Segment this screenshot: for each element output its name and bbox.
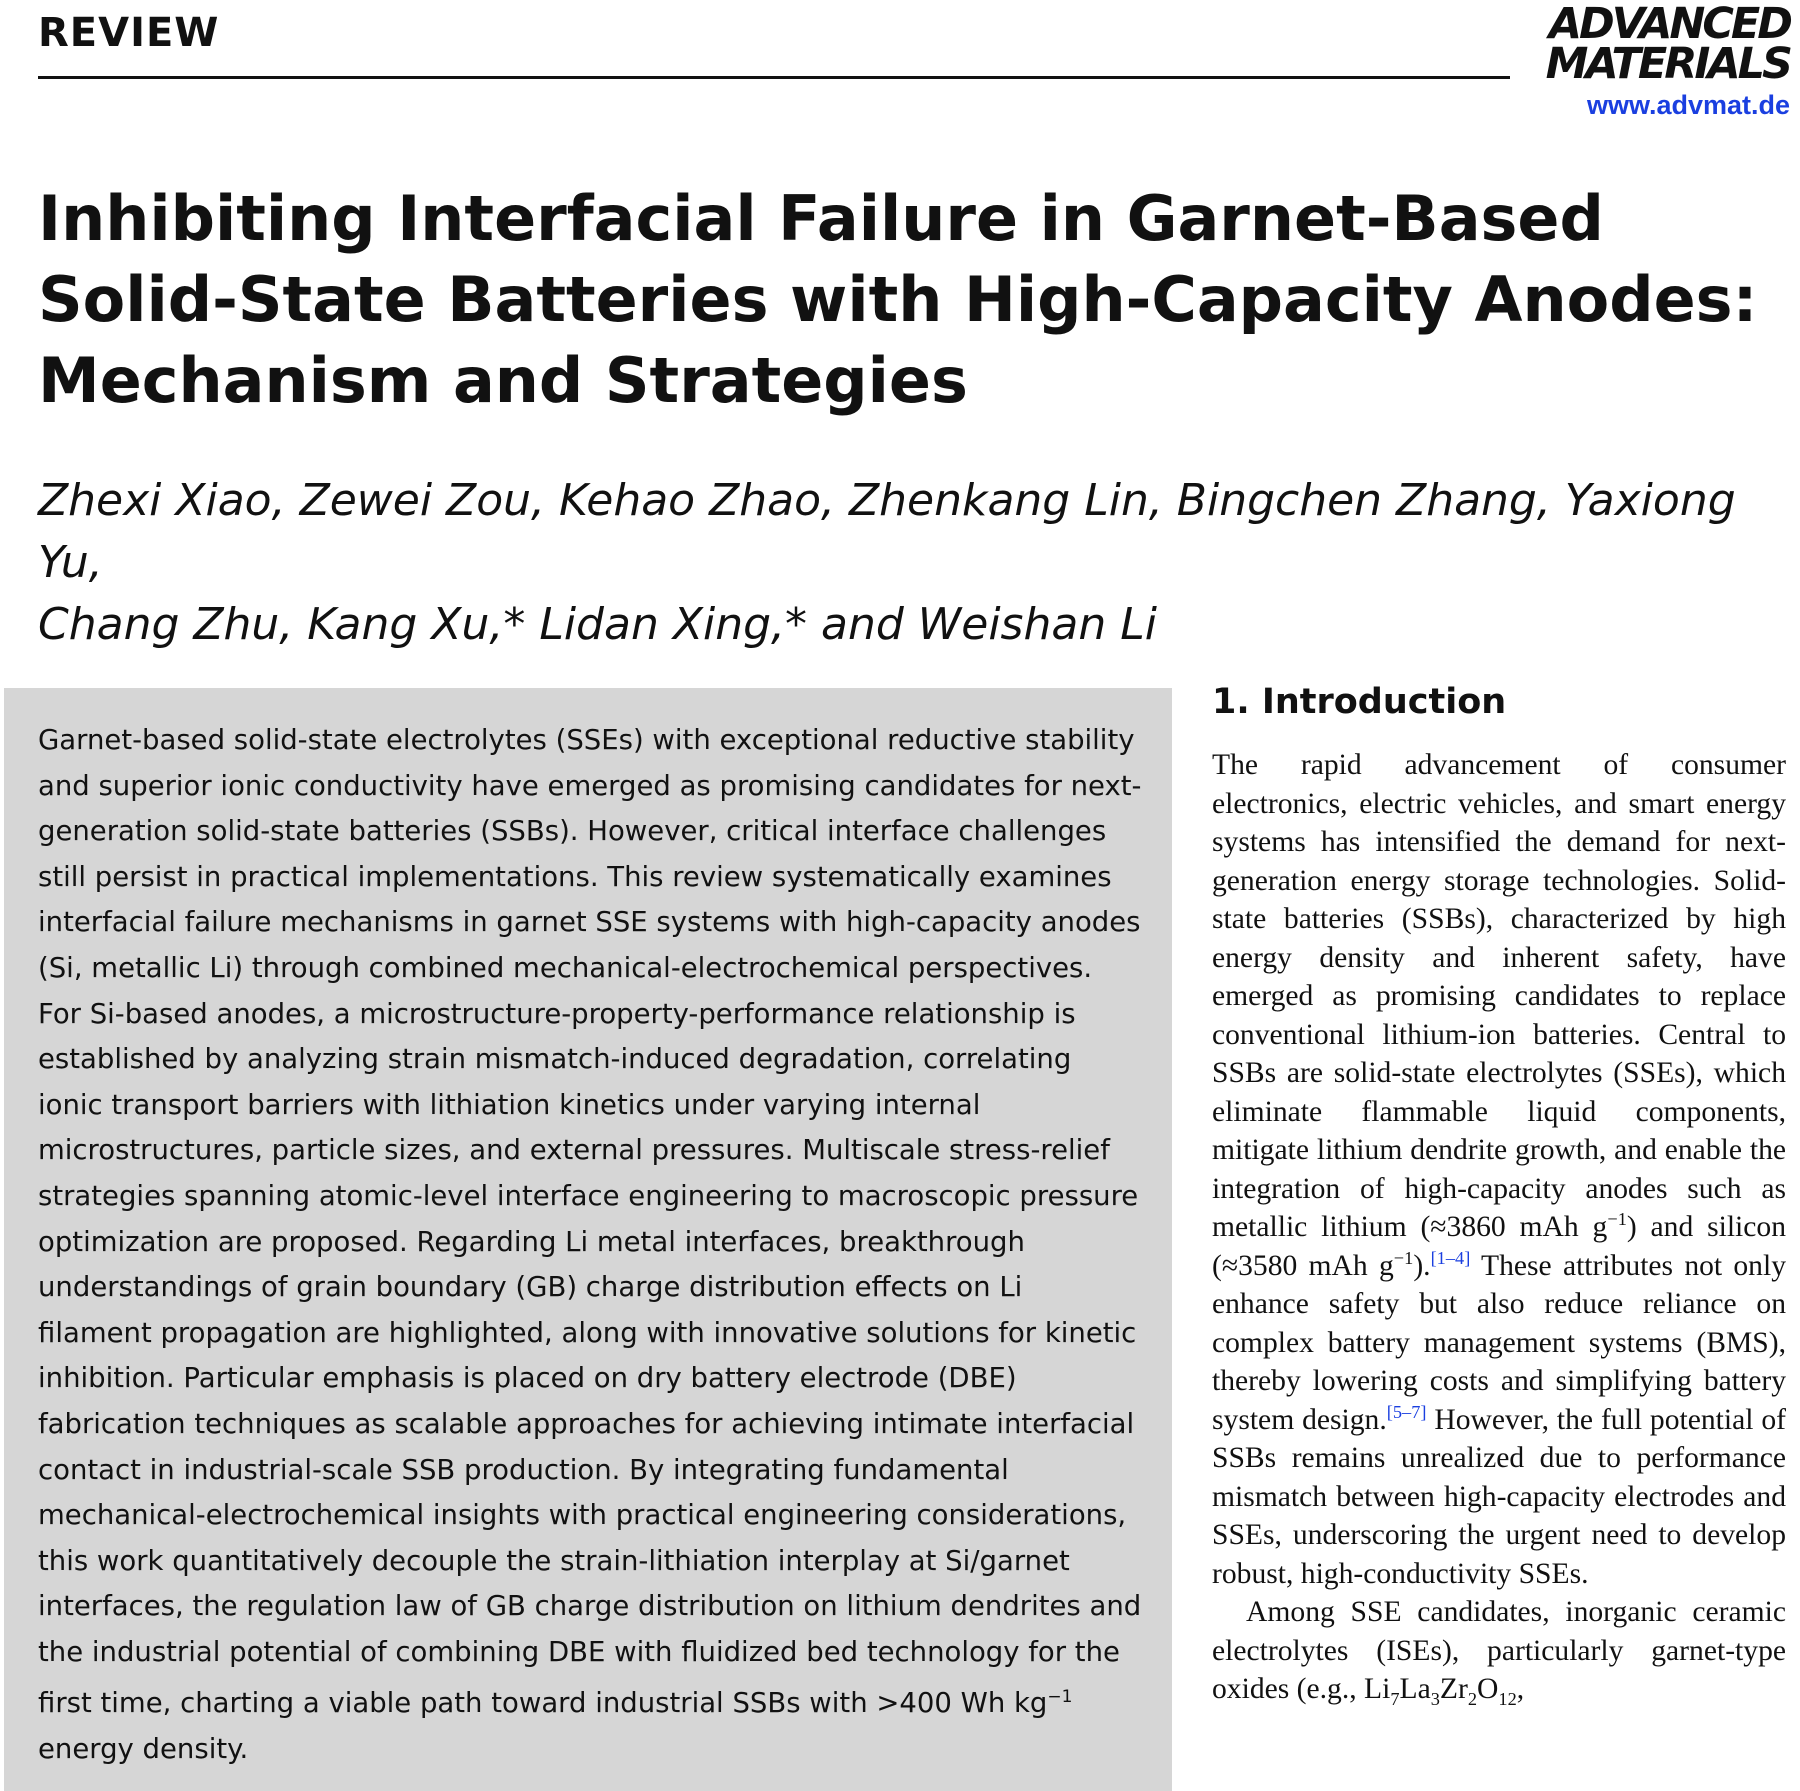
introduction-heading: 1. Introduction [1212, 682, 1507, 722]
intro-sup: −1 [1393, 1247, 1414, 1268]
journal-name-line2: MATERIALS [1545, 39, 1790, 89]
intro-text: However, the full potential of SSBs remains unrealized due to performance mismatch between high-capacity electrodes and SSEs, underscoring the urgent need to develop robust, high-conductivity SSEs. [1212, 1403, 1786, 1590]
article-title: Inhibiting Interfacial Failure in Garnet-Based Solid-State Batteries with High-Capacity Anodes: Mechanism and Strategies [38, 182, 1758, 417]
intro-paragraph-1 [1212, 746, 1786, 1593]
intro-text: These attributes not only enhance safety but also reduce reliance on complex battery management systems (BMS), thereby lowering costs and simplifying battery system design. [1212, 1249, 1786, 1436]
intro-sub: 7 [1390, 1688, 1400, 1709]
intro-sub: 12 [1498, 1688, 1517, 1709]
intro-text: La [1399, 1673, 1431, 1705]
author-list [38, 470, 1738, 656]
citation-link[interactable]: [1–4] [1430, 1247, 1471, 1268]
journal-logo [1520, 0, 1790, 89]
intro-text: Among SSE candidates, inorganic ceramic electrolytes (ISEs), particularly garnet-type oxides (e.g., Li [1212, 1596, 1786, 1705]
intro-text: , [1516, 1673, 1525, 1705]
citation-link[interactable]: [5–7] [1386, 1401, 1427, 1422]
abstract-unit-sup: −1 [1047, 1687, 1073, 1708]
abstract-text [38, 718, 1142, 1773]
abstract-box [4, 688, 1172, 1791]
intro-text: O [1477, 1673, 1499, 1705]
abstract-end: energy density. [38, 1733, 249, 1766]
header-rule [38, 76, 1510, 79]
section-label: REVIEW [38, 10, 220, 56]
journal-url-link[interactable]: www.advmat.de [1586, 90, 1790, 120]
intro-text: ). [1413, 1249, 1431, 1282]
intro-sup: −1 [1607, 1209, 1627, 1230]
intro-sub: 3 [1430, 1688, 1440, 1709]
intro-text: Zr [1439, 1673, 1468, 1705]
intro-text: The rapid advancement of consumer electronics, electric vehicles, and smart energy systems has intensified the demand for next-generation energy storage technologies. Solid-state batteries (SSBs), characterized by high energy density and inherent safety, have emerged as promising candidates to replace conventional lithium-ion batteries. Central to SSBs are solid-state electrolytes (SSEs), which eliminate flammable liquid components, mitigate lithium dendrite growth, and enable the integration of high-capacity anodes such as metallic lithium (≈3860 mAh g [1212, 749, 1786, 1243]
authors-line2: Chang Zhu, Kang Xu,* Lidan Xing,* and Weishan Li [38, 599, 1157, 650]
introduction-body [1212, 746, 1786, 1709]
intro-text: ) and silicon (≈3580 mAh g [1212, 1211, 1786, 1282]
journal-name-line1: ADVANCED [1548, 0, 1790, 49]
authors-line1: Zhexi Xiao, Zewei Zou, Kehao Zhao, Zhenkang Lin, Bingchen Zhang, Yaxiong Yu, [38, 475, 1736, 588]
abstract-body: Garnet-based solid-state electrolytes (SSEs) with exceptional reductive stability and superior ionic conductivity have emerged as promising candidates for next-generation solid-state batteries (SSBs). However, critical interface challenges still persist in practical implementations. This review systematically examines interfacial failure mechanisms in garnet SSE systems with high-capacity anodes (Si, metallic Li) through combined mechanical-electrochemical perspectives. For Si-based anodes, a microstructure-property-performance relationship is established by analyzing strain mismatch-induced degradation, correlating ionic transport barriers with lithiation kinetics under varying internal microstructures, particle sizes, and external pressures. Multiscale stress-relief strategies spanning atomic-level interface engineering to macroscopic pressure optimization are proposed. Regarding Li metal interfaces, breakthrough understandings of grain boundary (GB) charge distribution effects on Li filament propagation are highlighted, along with innovative solutions for kinetic inhibition. Particular emphasis is placed on dry battery electrode (DBE) fabrication techniques as scalable approaches for achieving intimate interfacial contact in industrial-scale SSB production. By integrating fundamental mechanical-electrochemical insights with practical engineering considerations, this work quantitatively decouple the strain-lithiation interplay at Si/garnet interfaces, the regulation law of GB charge distribution on lithium dendrites and the industrial potential of combining DBE with fluidized bed technology for the first time, charting a viable path toward industrial SSBs with >400 Wh kg [38, 724, 1142, 1720]
intro-sub: 2 [1467, 1688, 1478, 1709]
intro-paragraph-2 [1212, 1593, 1786, 1709]
